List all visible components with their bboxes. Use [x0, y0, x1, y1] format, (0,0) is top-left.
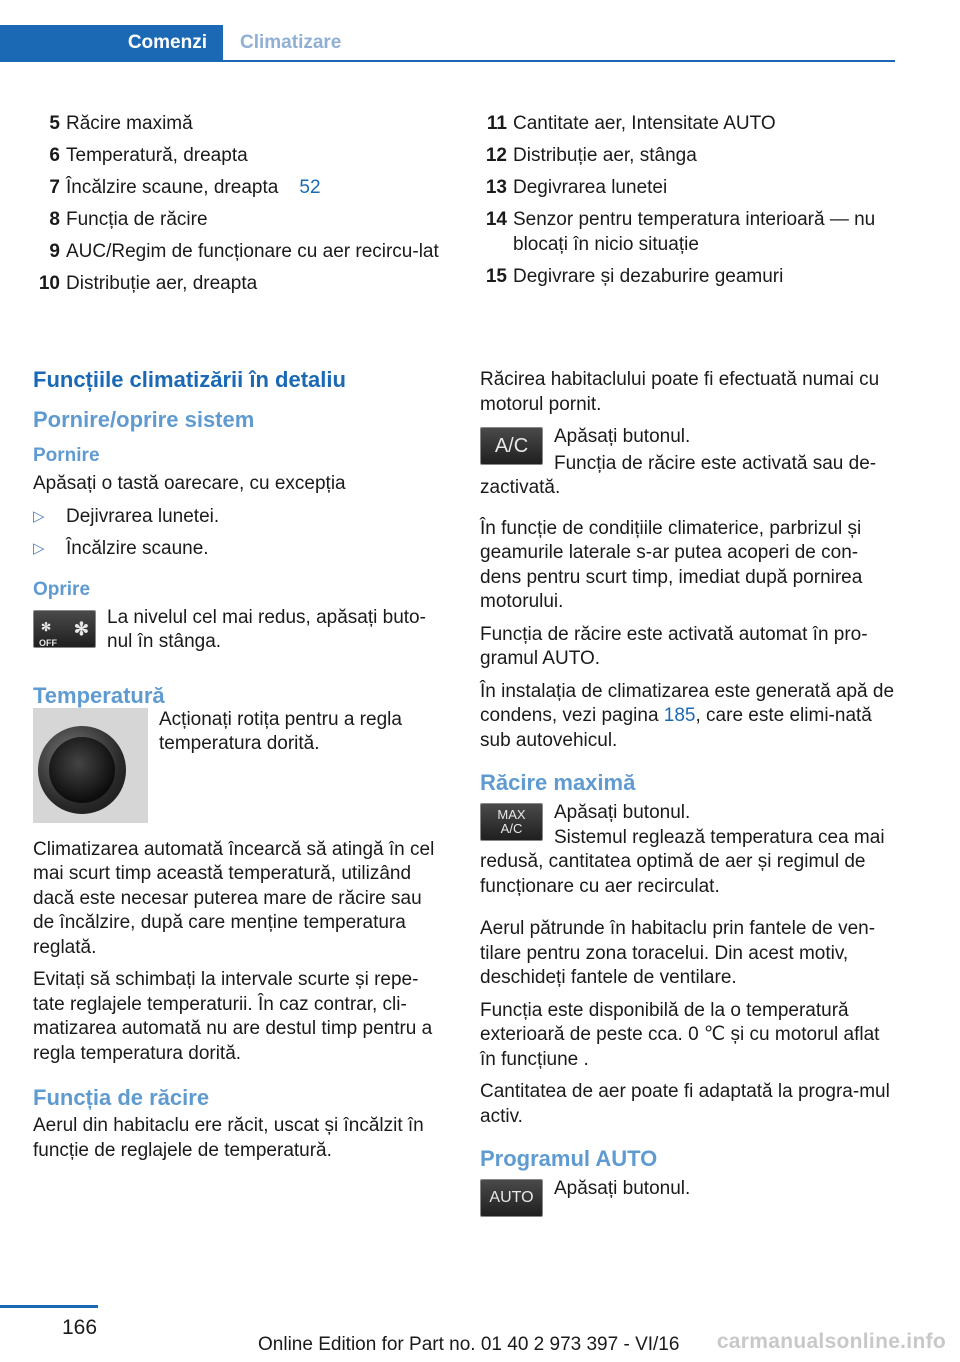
legend-item: 6 Temperatură, dreapta [49, 145, 248, 166]
max-block [480, 801, 895, 836]
max-text: Sistemul reglează temperatura cea mai redusă, cantitatea optimă de aer și regimul de funcționare cu aer recirculat. [480, 826, 885, 897]
ac-button-image: A/C [480, 427, 543, 465]
legend-right [480, 112, 895, 297]
water-paragraph: În instalația de climatizarea este generată apă de condens, vezi pagina 185, care este elimi‐nată sub autovehicul. [480, 680, 895, 751]
legend-item: 10 Distribuție aer, dreapta [38, 273, 258, 294]
list-item: ▷ Dejivrarea lunetei. [33, 505, 448, 530]
fan-icon: ✻ [73, 618, 89, 639]
temperature-knob-image [33, 708, 148, 823]
triangle-bullet-icon: ▷ [33, 507, 45, 525]
tab-comenzi-label: Comenzi [127, 32, 207, 53]
oprire-block [33, 606, 448, 660]
temperatura-paragraph-2: Evitați să schimbați la intervale scurte și repe‐tate reglajele temperaturii. În caz contrar, cli‐matizarea automată nu are destul timp pentru a regla temperatura dorită. [33, 969, 433, 1064]
watermark: carmanualsonline.info [716, 1330, 946, 1353]
auto-paragraph: Funcția de răcire este activată automat în pro‐gramul AUTO. [480, 623, 868, 669]
availability-paragraph: Funcția este disponibilă de la o temperatură exterioară de peste cca. 0 ℃ și cu motorul aflat în funcțiune . [480, 999, 880, 1070]
tab-comenzi[interactable] [0, 25, 223, 60]
right-column [480, 368, 895, 1210]
quantity-paragraph: Cantitatea de aer poate fi adaptată la progra‐mul activ. [480, 1081, 890, 1127]
max-ac-button-image: MAX A/C [480, 803, 543, 841]
auto-press-text: Apăsați butonul. [554, 1178, 691, 1199]
header-tabs [0, 25, 895, 62]
legend-item: 13 Degivrarea lunetei [485, 177, 668, 198]
footer-rule [0, 1305, 98, 1308]
ac-status-text: Funcția de răcire este activată sau de‐zactivată. [480, 452, 877, 498]
ac-block [480, 425, 895, 457]
legend-item: 15 Degivrare și dezaburire geamuri [485, 265, 784, 287]
page-reference-link[interactable]: 185 [663, 705, 696, 726]
edition-note: Online Edition for Part no. 01 40 2 973 397 - VI/16 [258, 1334, 680, 1355]
max-press-text: Apăsați butonul. [554, 802, 691, 823]
pornire-text: Apăsați o tastă oarecare, cu excepția [33, 473, 346, 494]
oprire-text: La nivelul cel mai redus, apăsați buto‐nul în stânga. [107, 606, 426, 652]
legend-item: 8 Funcția de răcire [49, 209, 208, 230]
section-heading-max: Răcire maximă [480, 770, 636, 795]
legend-item: 11 Cantitate aer, Intensitate AUTO [486, 113, 776, 134]
air-paragraph: Aerul pătrunde în habitaclu prin fantele de ven‐tilare pentru zona toracelui. Din acest motiv, deschideți fantele de ventilare. [480, 918, 876, 988]
auto-button-image: AUTO [480, 1179, 543, 1217]
section-heading-onoff: Pornire/oprire sistem [33, 407, 255, 432]
temperatura-text: Acționați rotița pentru a regla temperatura dorită. [159, 708, 402, 754]
triangle-bullet-icon: ▷ [33, 540, 45, 557]
legend-item: 14 Senzor pentru temperatura interioară — nu blocați în nicio situație [485, 209, 876, 255]
temperatura-paragraph-1: Climatizarea automată încearcă să atingă în cel mai scurt timp această temperatură, utilizând dacă este necesar puterea mare de răcire sau de încălzire, după care menține temperatura reglată. [33, 838, 435, 958]
tab-climatizare[interactable]: Climatizare [240, 32, 342, 53]
legend-item: 9 AUC/Regim de funcționare cu aer recircu‐lat [49, 241, 439, 262]
subheading-oprire: Oprire [33, 578, 91, 600]
page-reference-link[interactable]: 52 [299, 177, 321, 198]
condens-paragraph: În funcție de condițiile climaterice, parbrizul și geamurile laterale s-ar putea acoperi de con‐dens pentru scurt timp, imediat după pornirea motorului. [480, 517, 863, 612]
fan-off-button-image: OFF ✻ ✻ [33, 610, 96, 648]
list-item: ▷ Încălzire scaune. [33, 537, 448, 562]
auto-block [480, 1177, 895, 1206]
section-heading-temperatura: Temperatură [33, 682, 165, 708]
fan-small-icon: ✻ [41, 619, 52, 634]
section-heading-racire: Funcția de răcire [33, 1085, 210, 1110]
temperatura-block [33, 708, 448, 826]
left-column [33, 366, 448, 1171]
legend-item: 12 Distribuție aer, stânga [485, 145, 697, 166]
legend-item: 5 Răcire maximă [49, 113, 193, 134]
ac-press-text: Apăsați butonul. [554, 426, 691, 447]
racire-intro: Răcirea habitaclului poate fi efectuată numai cu motorul pornit. [480, 369, 880, 415]
section-heading-auto: Programul AUTO [480, 1146, 658, 1171]
section-heading-main: Funcțiile climatizării în detaliu [33, 367, 346, 392]
subheading-pornire: Pornire [33, 445, 100, 466]
legend-item: 7 Încălzire scaune, dreapta 52 [49, 177, 321, 198]
legend-left [33, 112, 448, 304]
page-number: 166 [62, 1316, 98, 1339]
racire-text: Aerul din habitaclu ere răcit, uscat și încălzit în funcție de reglajele de temperatură. [33, 1115, 424, 1161]
